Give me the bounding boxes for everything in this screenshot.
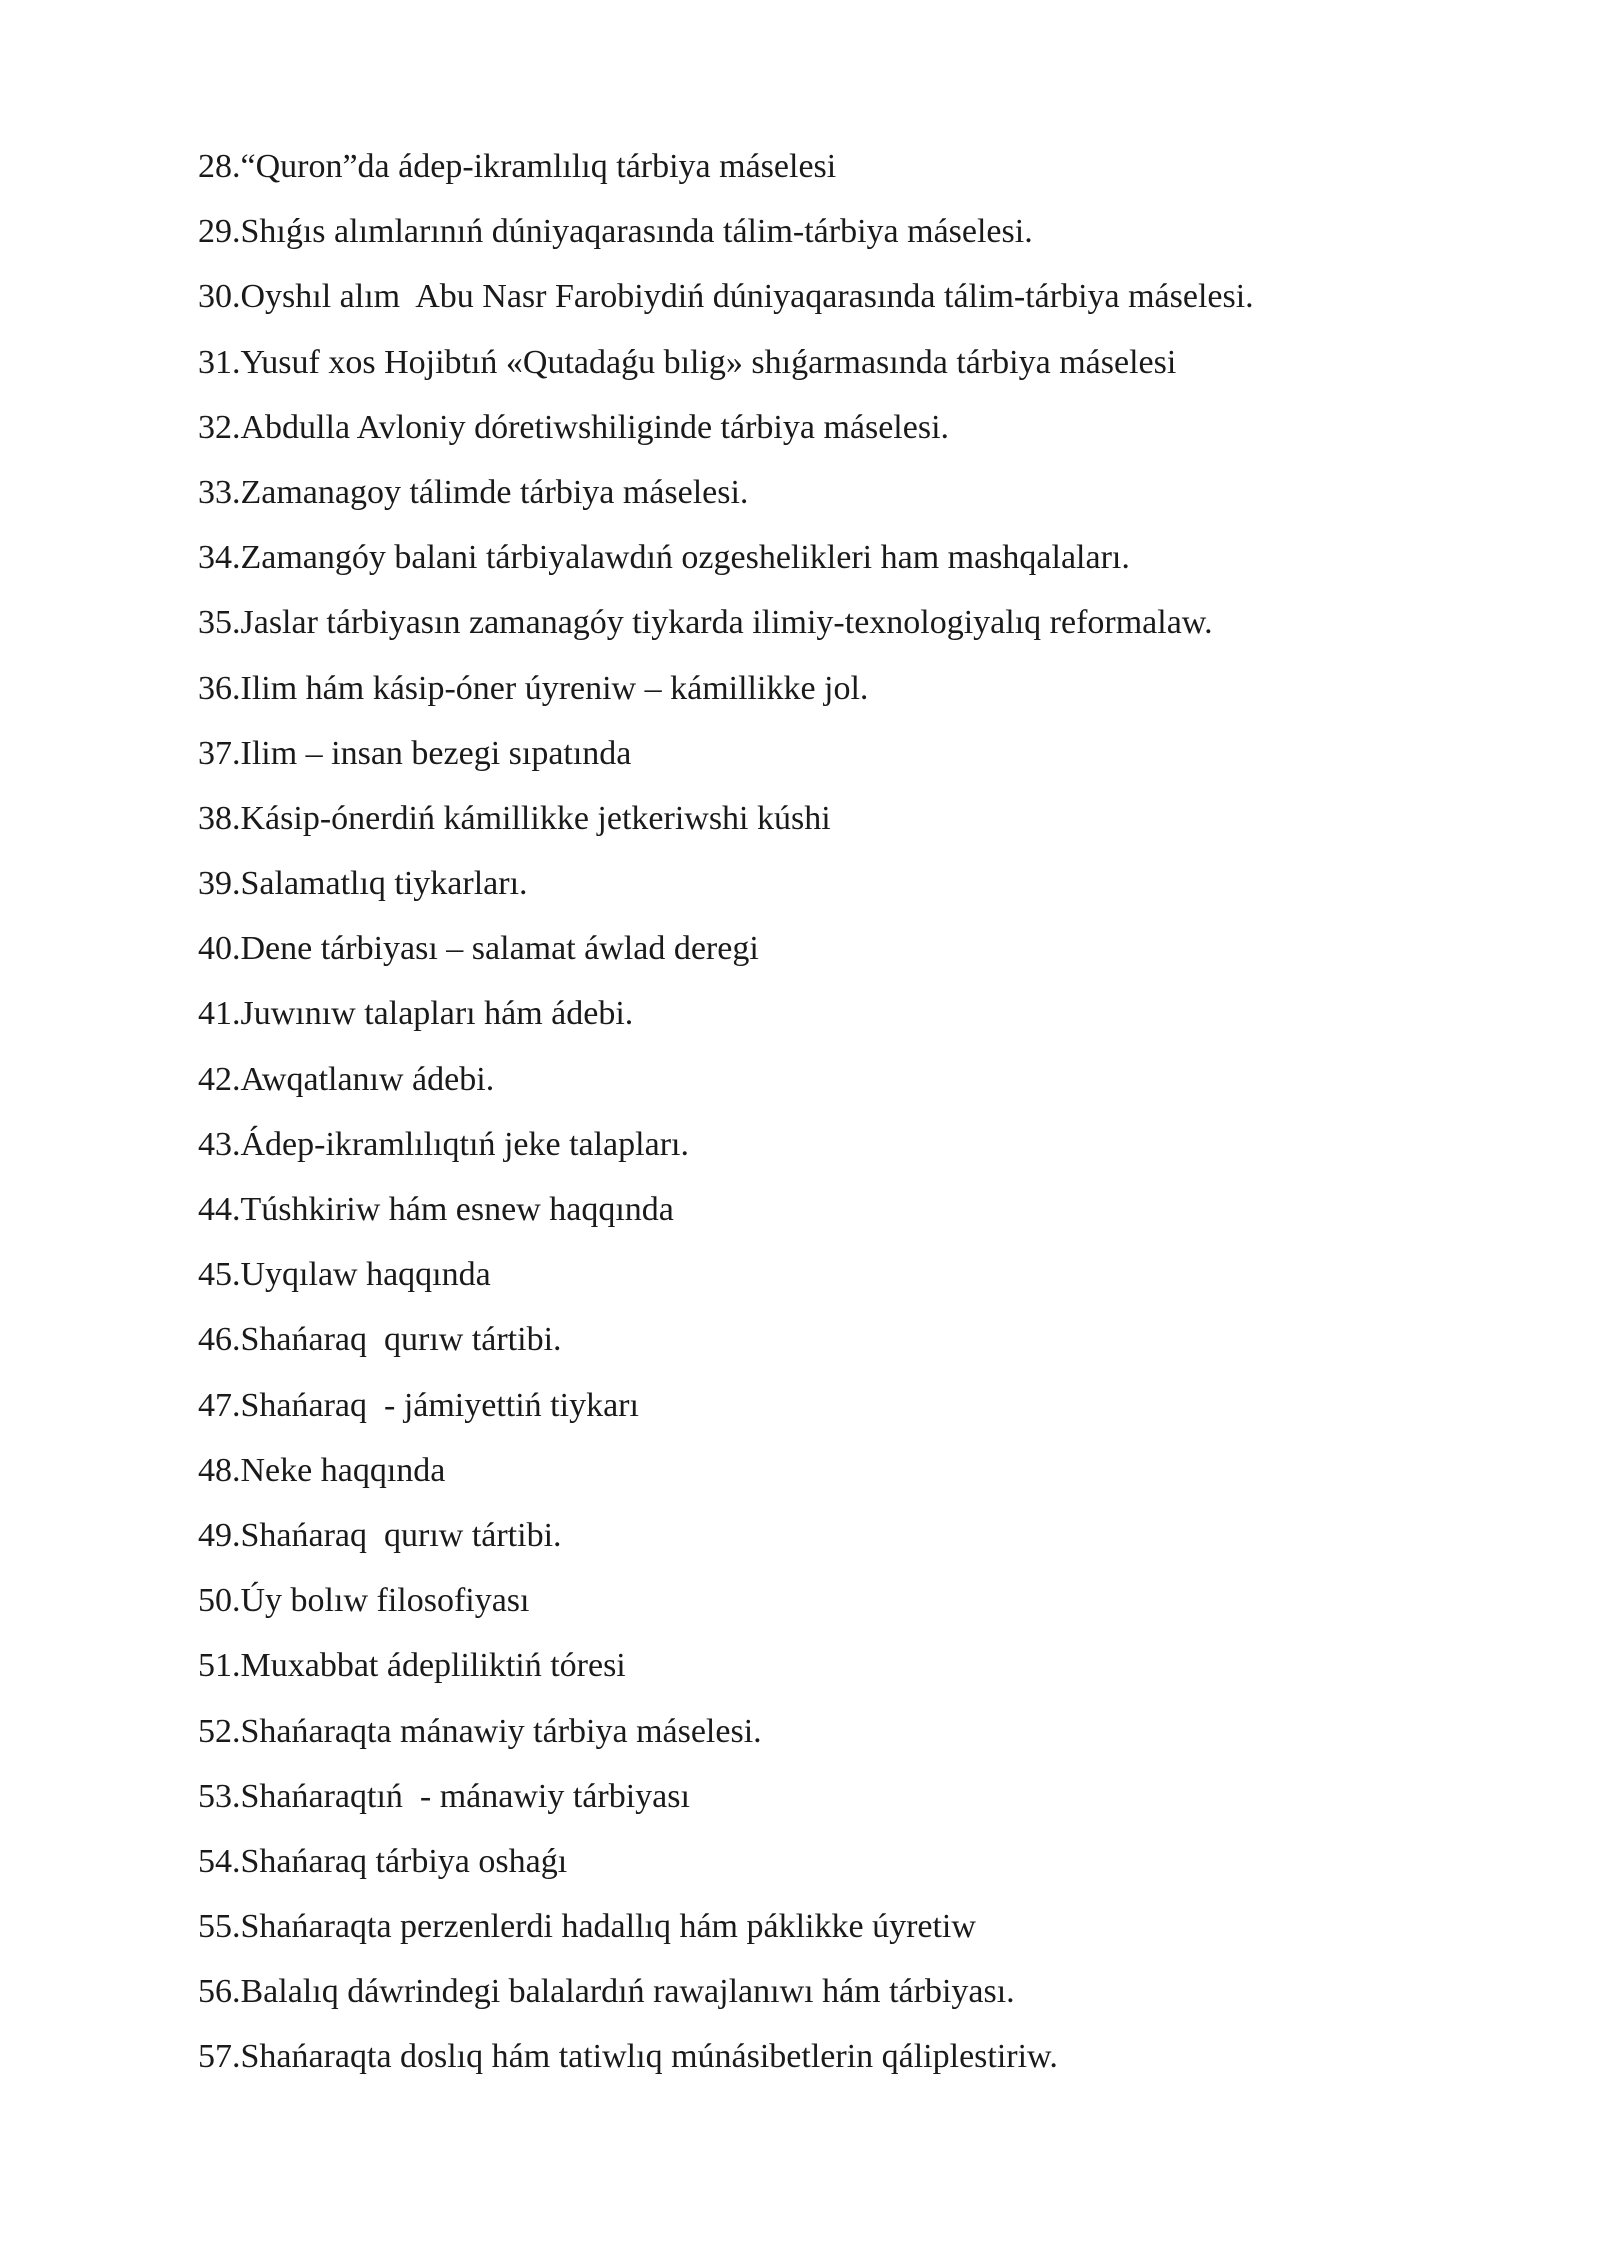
item-number: 32. [198, 408, 241, 446]
item-number: 50. [198, 1582, 241, 1620]
list-item [198, 1452, 1498, 1517]
item-number: 33. [198, 473, 241, 511]
item-text: Ilim hám kásip-óner úyreniw – kámillikke jol. [240, 669, 869, 707]
item-number: 34. [198, 539, 241, 577]
item-number: 38. [198, 799, 241, 837]
item-text: Oyshıl alım Abu Nasr Farobiydiń dúniyaqarasında tálim-tárbiya máselesi. [240, 278, 1254, 316]
item-text: Awqatlanıw ádebi. [240, 1060, 495, 1098]
item-number: 52. [198, 1712, 241, 1750]
item-number: 43. [198, 1125, 241, 1163]
list-item [198, 800, 1498, 865]
list-item [198, 409, 1498, 474]
list-item [198, 539, 1498, 604]
list-item [198, 148, 1498, 213]
item-text: Abdulla Avloniy dóretiwshiliginde tárbiya máselesi. [240, 408, 950, 446]
item-number: 53. [198, 1777, 241, 1815]
item-text: Shańaraq qurıw tártibi. [240, 1516, 562, 1554]
item-text: Jaslar tárbiyasın zamanagóy tiykarda ilimiy-texnologiyalıq reformalaw. [240, 604, 1213, 642]
list-item [198, 2038, 1498, 2103]
item-text: Salamatlıq tiykarları. [240, 865, 528, 903]
item-number: 45. [198, 1256, 241, 1294]
item-text: Zamanagoy tálimde tárbiya máselesi. [240, 473, 749, 511]
item-text: Zamangóy balani tárbiyalawdıń ozgeshelikleri ham mashqalaları. [240, 539, 1130, 577]
item-text: Juwınıw talapları hám ádebi. [240, 995, 634, 1033]
item-text: Shańaraqta mánawiy tárbiya máselesi. [240, 1712, 762, 1750]
list-item [198, 1191, 1498, 1256]
item-number: 56. [198, 1973, 241, 2011]
item-number: 42. [198, 1060, 241, 1098]
item-text: Ádep-ikramlılıqtıń jeke talapları. [240, 1125, 689, 1163]
list-item [198, 278, 1498, 343]
item-text: “Quron”da ádep-ikramlılıq tárbiya máselesi [240, 148, 837, 185]
item-text: Úy bolıw filosofiyası [240, 1582, 530, 1620]
item-number: 44. [198, 1191, 241, 1228]
topic-list [198, 148, 1498, 2104]
list-item [198, 604, 1498, 669]
item-number: 28. [198, 148, 241, 185]
list-item [198, 1647, 1498, 1712]
item-number: 29. [198, 213, 241, 251]
item-text: Shıǵıs alımlarınıń dúniyaqarasında tálim-tárbiya máselesi. [240, 213, 1033, 251]
list-item [198, 670, 1498, 735]
list-item [198, 1387, 1498, 1452]
list-item [198, 213, 1498, 278]
item-number: 54. [198, 1842, 241, 1880]
item-number: 47. [198, 1386, 241, 1424]
item-text: Kásip-ónerdiń kámillikke jetkeriwshi kúshi [240, 799, 831, 837]
list-item [198, 344, 1498, 409]
list-item [198, 1321, 1498, 1386]
list-item [198, 1582, 1498, 1647]
item-text: Shańaraq tárbiya oshaǵı [240, 1842, 568, 1880]
item-number: 49. [198, 1516, 241, 1554]
list-item [198, 1061, 1498, 1126]
item-text: Balalıq dáwrindegi balalardıń rawajlanıwı hám tárbiyası. [240, 1973, 1015, 2011]
list-item [198, 1713, 1498, 1778]
item-number: 51. [198, 1647, 241, 1685]
item-text: Uyqılaw haqqında [240, 1256, 491, 1294]
item-number: 31. [198, 343, 241, 381]
item-number: 30. [198, 278, 241, 316]
list-item [198, 1778, 1498, 1843]
item-number: 35. [198, 604, 241, 642]
item-number: 37. [198, 734, 241, 772]
item-text: Shańaraq - jámiyettiń tiykarı [240, 1386, 639, 1424]
list-item [198, 1256, 1498, 1321]
item-text: Shańaraqta perzenlerdi hadallıq hám páklikke úyretiw [240, 1908, 976, 1946]
item-number: 39. [198, 865, 241, 903]
list-item [198, 1843, 1498, 1908]
list-item [198, 1908, 1498, 1973]
list-item [198, 1126, 1498, 1191]
item-text: Shańaraq qurıw tártibi. [240, 1321, 562, 1359]
item-text: Ilim – insan bezegi sıpatında [240, 734, 632, 772]
item-text: Neke haqqında [240, 1451, 446, 1489]
item-text: Shańaraqta doslıq hám tatiwlıq múnásibetlerin qáliplestiriw. [240, 2038, 1058, 2076]
item-number: 57. [198, 2038, 241, 2076]
list-item [198, 735, 1498, 800]
item-number: 41. [198, 995, 241, 1033]
list-item [198, 474, 1498, 539]
item-number: 55. [198, 1908, 241, 1946]
item-text: Túshkiriw hám esnew haqqında [240, 1191, 674, 1228]
list-item [198, 930, 1498, 995]
item-number: 46. [198, 1321, 241, 1359]
item-text: Dene tárbiyası – salamat áwlad deregi [240, 930, 759, 968]
item-text: Shańaraqtıń - mánawiy tárbiyası [240, 1777, 690, 1815]
list-item [198, 1973, 1498, 2038]
item-number: 40. [198, 930, 241, 968]
item-text: Yusuf xos Hojibtıń «Qutadaǵu bılig» shıǵarmasında tárbiya máselesi [240, 343, 1177, 381]
list-item [198, 1517, 1498, 1582]
list-item [198, 865, 1498, 930]
list-item [198, 995, 1498, 1060]
item-number: 48. [198, 1451, 241, 1489]
item-text: Muxabbat ádepliliktiń tóresi [240, 1647, 626, 1685]
item-number: 36. [198, 669, 241, 707]
